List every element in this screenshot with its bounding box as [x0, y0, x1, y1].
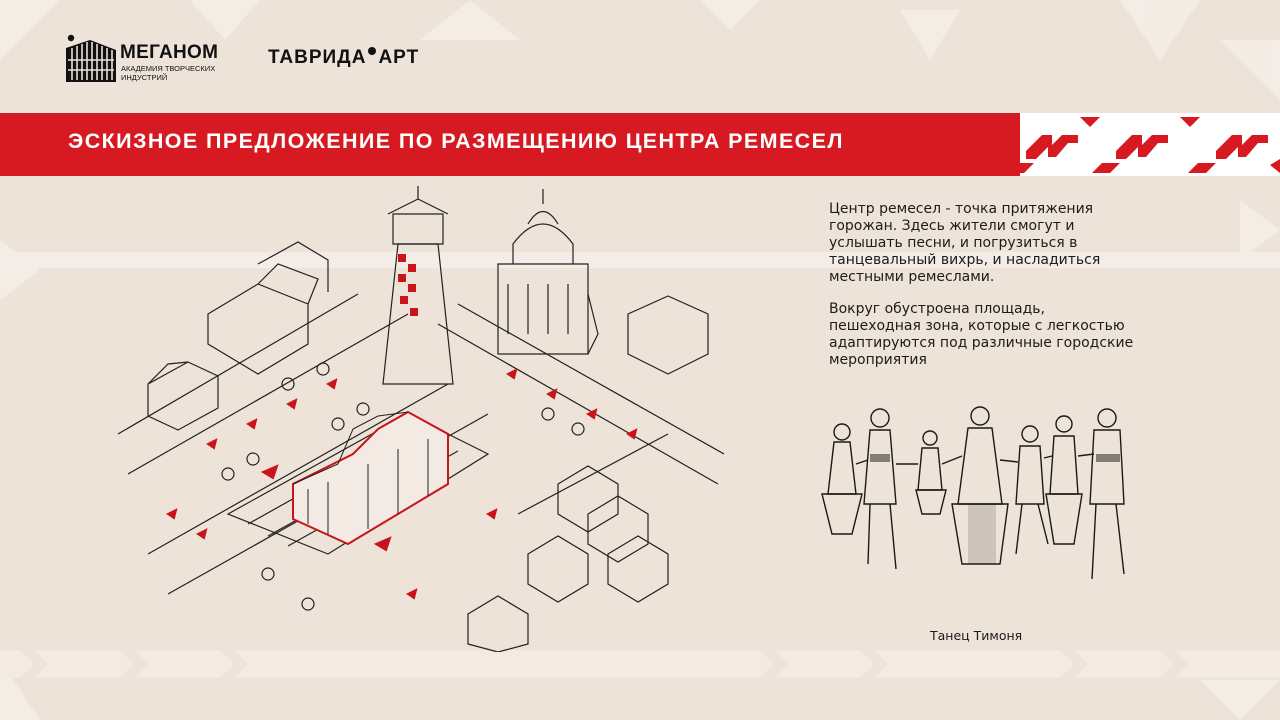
- page-title: ЭСКИЗНОЕ ПРЕДЛОЖЕНИЕ ПО РАЗМЕЩЕНИЮ ЦЕНТРА РЕМЕСЕЛ: [68, 129, 844, 153]
- description-paragraph-1: Центр ремесел - точка притяжения горожан. Здесь жители смогут и услышать песни, и погрузиться в танцевальный вихрь, и насладиться местными ремеслами.: [829, 201, 1101, 285]
- meganom-logo: [64, 34, 234, 84]
- tavrida-right: АРТ: [378, 47, 420, 68]
- image-caption: Танец Тимоня: [930, 628, 1023, 643]
- description-paragraph-2: Вокруг обустроена площадь, пешеходная зона, которые с легкостью адаптируются под различные городские мероприятия: [829, 301, 1134, 368]
- folk-ornament-icon: [1020, 113, 1280, 176]
- meganom-name: МЕГАНОМ: [120, 42, 219, 63]
- meganom-subtitle: АКАДЕМИЯ ТВОРЧЕСКИХ ИНДУСТРИЙ: [121, 64, 216, 82]
- tavrida-dot: [368, 47, 376, 55]
- tavrida-left: ТАВРИДА: [268, 47, 367, 68]
- meganom-building-icon: [64, 34, 118, 84]
- craft-center-sketch: [108, 184, 724, 652]
- dance-illustration: [812, 394, 1140, 604]
- tavrida-art-logo: [268, 47, 419, 69]
